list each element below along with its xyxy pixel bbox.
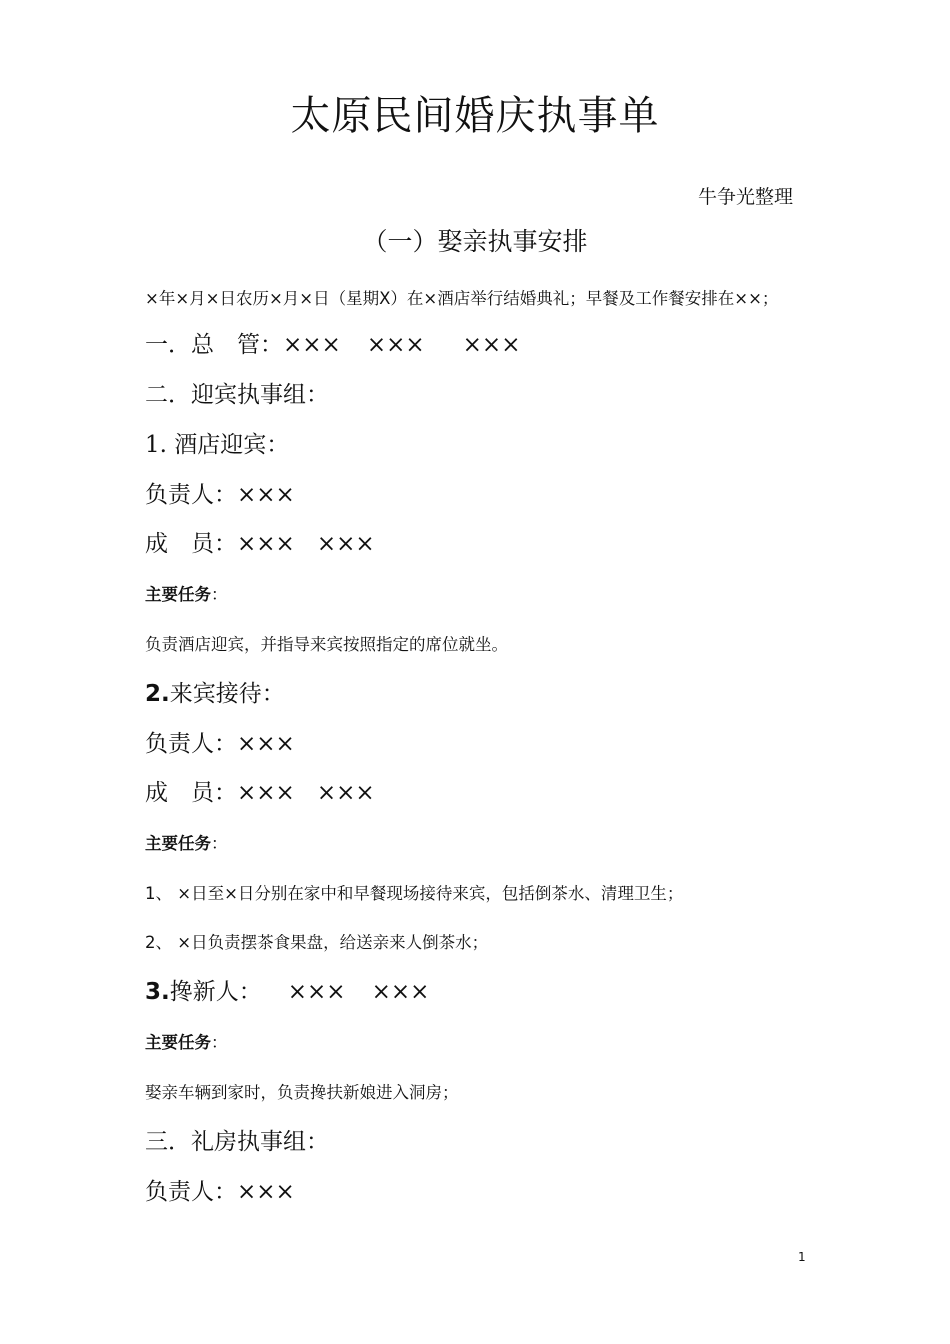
hotel-leader-name: ××× (237, 482, 295, 508)
hotel-members-label: 成 员： (145, 531, 237, 557)
escort-name-2: ××× (371, 979, 430, 1005)
chief-name-1: ××× (283, 332, 341, 358)
compiler-credit: 牛争光整理 (697, 186, 793, 208)
reception-group-heading: 二．迎宾执事组： (145, 382, 329, 408)
escort-task-label: 主要任务 (145, 1033, 211, 1052)
hotel-task-colon: ： (211, 585, 228, 604)
chief-name-3: ××× (462, 332, 521, 358)
guest-members-label: 成 员： (145, 780, 237, 806)
intro-paragraph: ×年×月×日农历×月×日（星期Ⅹ）在×酒店举行结婚典礼；早餐及工作餐安排在××； (145, 289, 779, 308)
page-number: 1 (798, 1250, 806, 1264)
guest-heading-line (145, 675, 285, 708)
document-title: 太原民间婚庆执事单 (290, 93, 660, 139)
escort-heading-line (145, 973, 429, 1006)
escort-name-1: ××× (287, 979, 346, 1005)
gift-room-leader-line (145, 1173, 295, 1206)
guest-leader-name: ××× (237, 731, 295, 757)
guest-task-colon: ： (211, 834, 228, 853)
guest-task-item-2: 2、 ×日负责摆茶食果盘，给送亲来人倒茶水； (145, 933, 489, 952)
escort-heading-number: 3. (145, 979, 170, 1005)
hotel-heading: 1. 酒店迎宾： (145, 432, 290, 458)
guest-task-label-line (145, 830, 228, 854)
chief-line (145, 326, 520, 359)
guest-heading-number: 2. (145, 681, 170, 707)
hotel-task-text: 负责酒店迎宾，并指导来宾按照指定的席位就坐。 (145, 635, 508, 654)
guest-member-1: ××× (237, 780, 295, 806)
hotel-task-label: 主要任务 (145, 585, 211, 604)
guest-heading: 来宾接待： (169, 681, 285, 707)
hotel-member-2: ××× (316, 531, 375, 557)
section-title: （一）娶亲执事安排 (362, 227, 588, 256)
gift-room-heading: 三．礼房执事组： (145, 1129, 329, 1155)
hotel-leader-label: 负责人： (145, 482, 237, 508)
guest-task-item-1: 1、 ×日至×日分别在家中和早餐现场接待来宾，包括倒茶水、清理卫生； (145, 884, 684, 903)
gift-room-leader-name: ××× (237, 1179, 295, 1205)
escort-task-colon: ： (211, 1033, 228, 1052)
guest-members-line (145, 774, 375, 807)
gift-room-leader-label: 负责人： (145, 1179, 237, 1205)
hotel-members-line (145, 525, 375, 558)
guest-task-label: 主要任务 (145, 834, 211, 853)
hotel-leader-line (145, 476, 295, 509)
guest-leader-label: 负责人： (145, 731, 237, 757)
guest-member-2: ××× (316, 780, 375, 806)
guest-leader-line (145, 725, 295, 758)
escort-task-label-line (145, 1029, 228, 1053)
chief-label: 一．总 管： (145, 332, 283, 358)
escort-heading: 搀新人： (169, 979, 262, 1005)
chief-name-2: ××× (366, 332, 425, 358)
hotel-task-label-line (145, 581, 228, 605)
escort-task-text: 娶亲车辆到家时，负责搀扶新娘进入洞房； (145, 1083, 459, 1102)
hotel-member-1: ××× (237, 531, 295, 557)
